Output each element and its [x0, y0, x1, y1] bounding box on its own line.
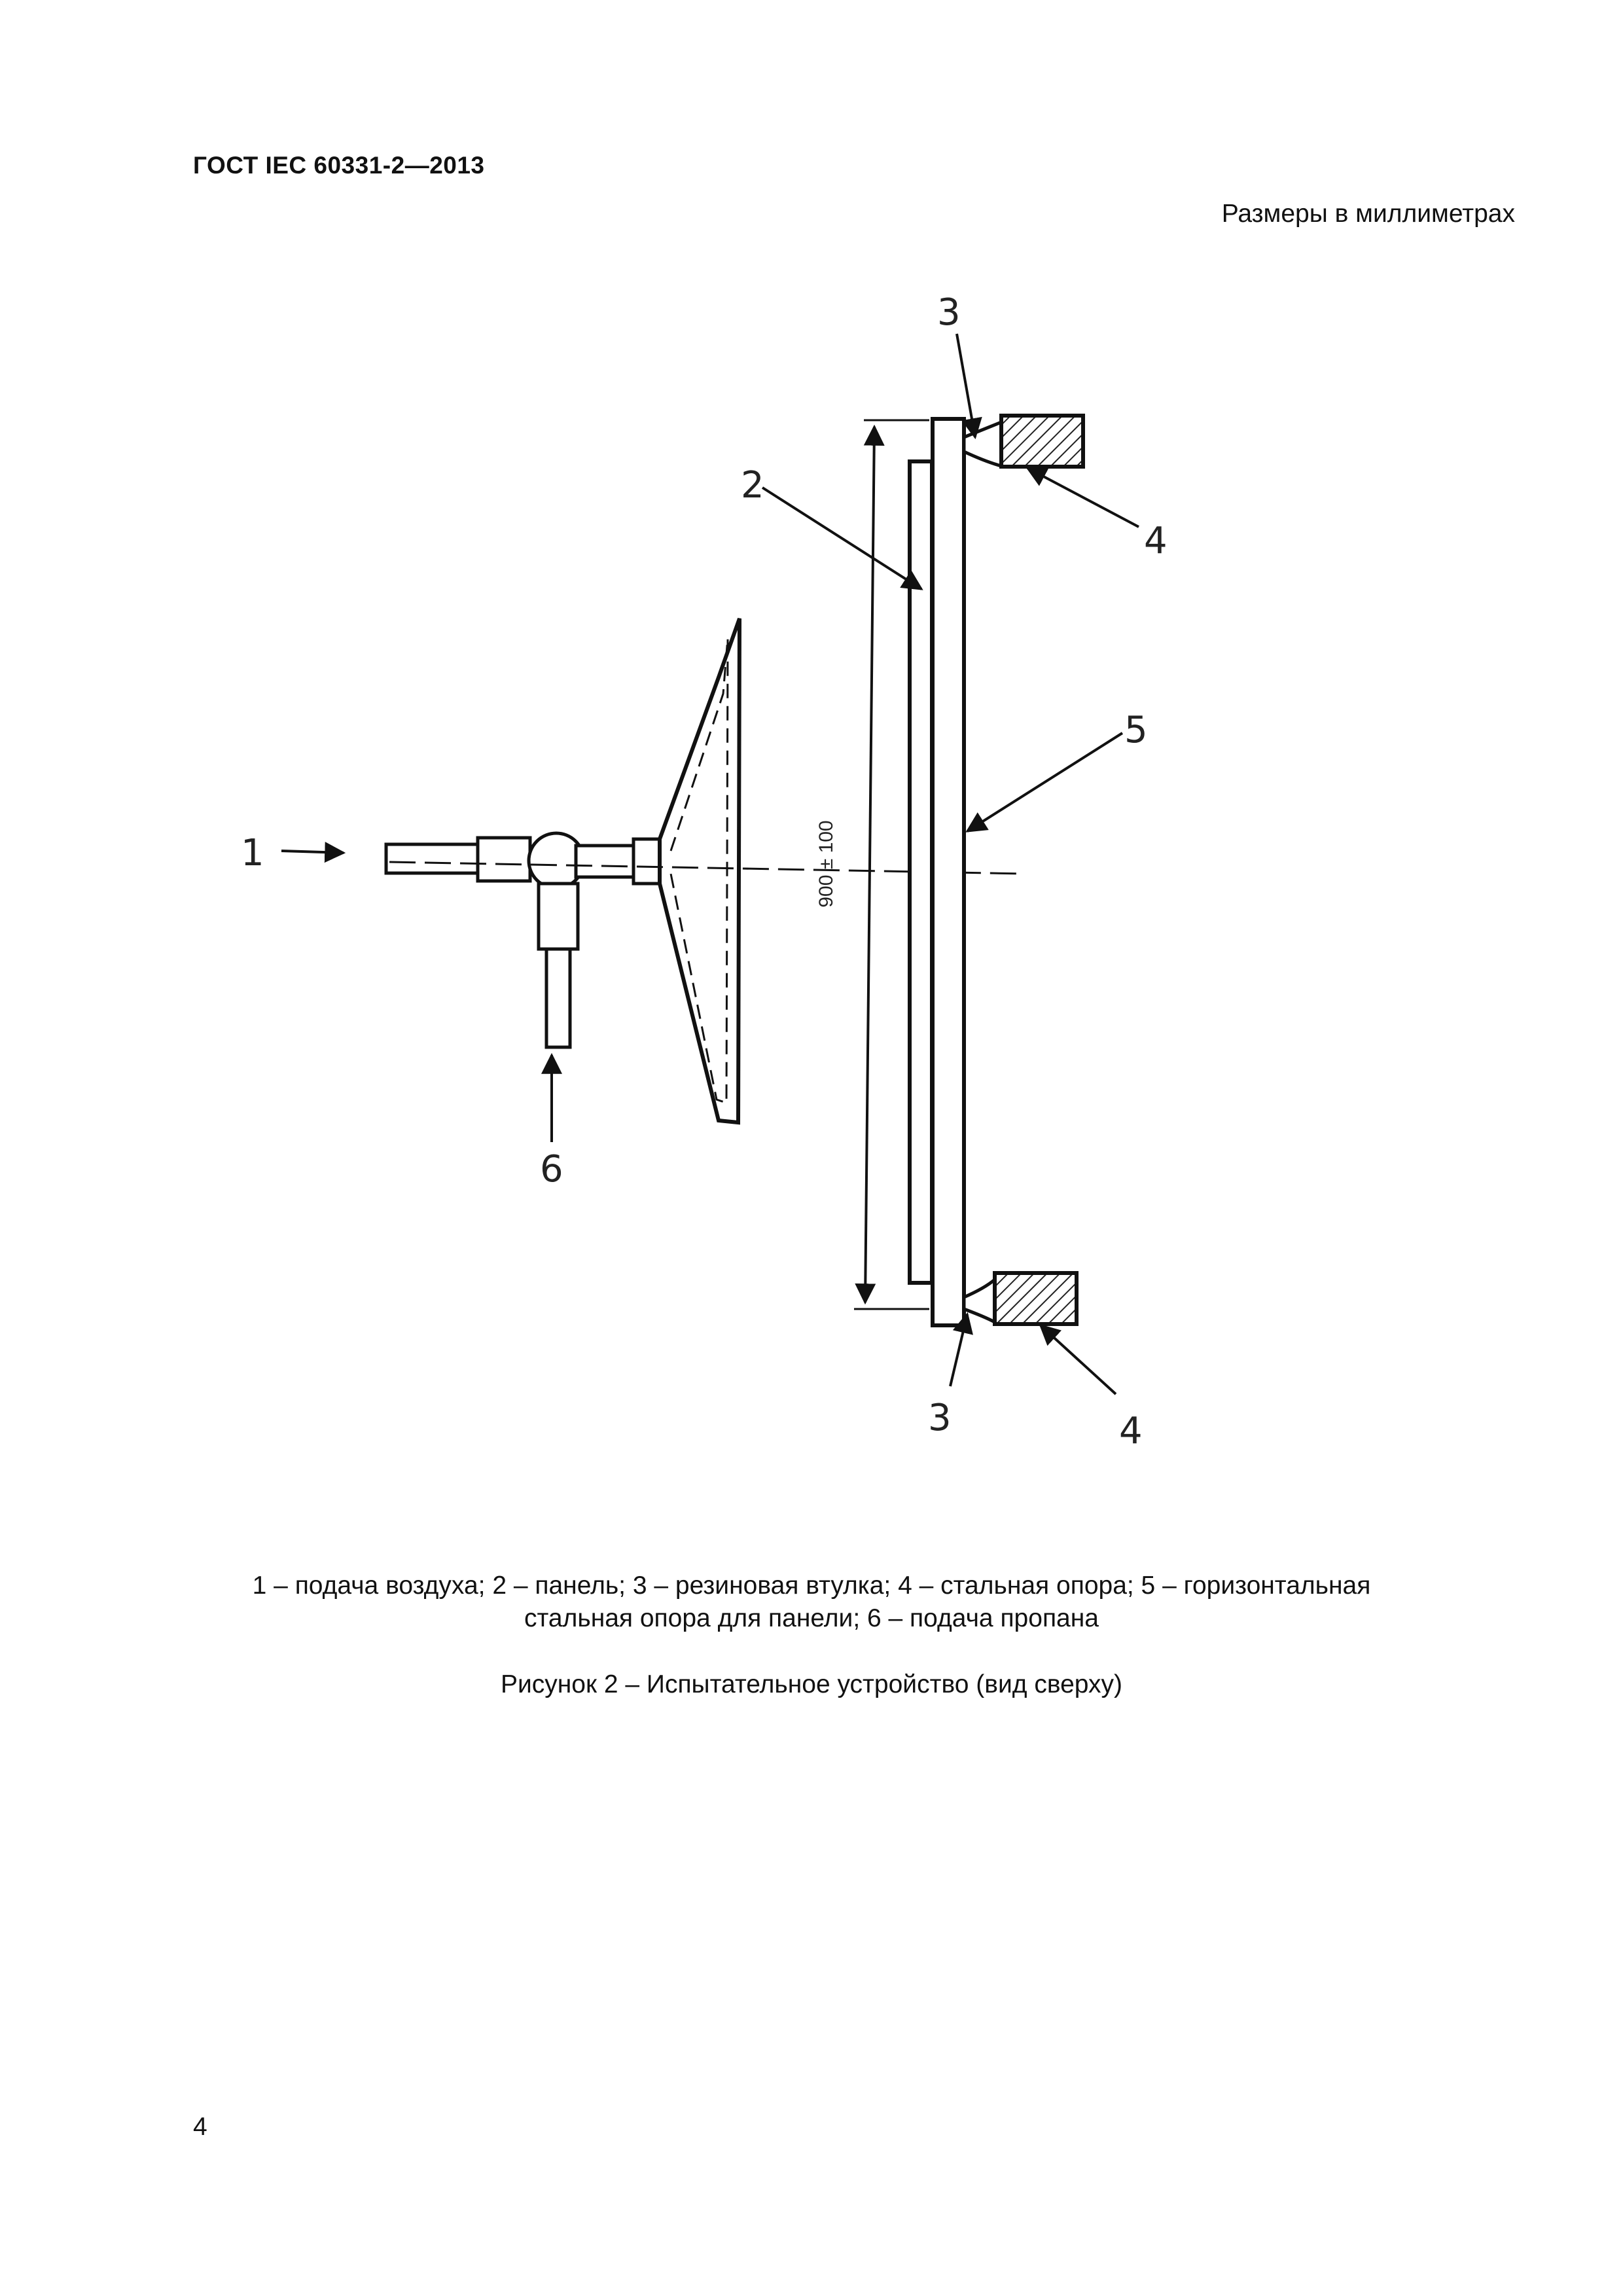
callout-6: 6	[540, 1148, 563, 1191]
legend-line-2: стальная опора для панели; 6 – подача пропана	[524, 1604, 1099, 1632]
page-number: 4	[193, 2113, 207, 2141]
document-code: ГОСТ IEC 60331-2—2013	[193, 152, 485, 179]
burner-head	[660, 619, 740, 1122]
leader-2	[762, 488, 921, 589]
leader-1	[281, 851, 344, 853]
callout-4-bottom: 4	[1119, 1410, 1143, 1452]
air-supply-pipe	[386, 833, 660, 888]
figure-drawing	[0, 249, 1623, 1525]
callout-2: 2	[741, 464, 764, 507]
top-rubber-bush	[964, 422, 1001, 466]
figure-legend	[164, 1570, 1459, 1635]
propane-supply-pipe	[539, 884, 578, 1047]
callout-1: 1	[241, 832, 264, 874]
callout-5: 5	[1124, 709, 1148, 751]
horizontal-steel-support	[933, 419, 964, 1325]
top-steel-support	[1001, 416, 1083, 467]
figure-caption: Рисунок 2 – Испытательное устройство (вид сверху)	[500, 1670, 1123, 1698]
leader-4-bottom	[1041, 1325, 1116, 1394]
callout-4-top: 4	[1144, 520, 1168, 562]
legend-line-1: 1 – подача воздуха; 2 – панель; 3 – резиновая втулка; 4 – стальная опора; 5 – горизонтальная	[252, 1571, 1371, 1600]
bottom-rubber-bush	[964, 1280, 995, 1322]
test-apparatus-figure	[0, 249, 1623, 1525]
callout-3-top: 3	[937, 291, 961, 334]
callout-3-bottom: 3	[928, 1397, 952, 1439]
bottom-steel-support	[995, 1273, 1077, 1324]
leader-4-top	[1027, 468, 1139, 527]
dimension-label: 900 ± 100	[815, 820, 837, 908]
leader-5	[967, 733, 1122, 831]
units-note: Размеры в миллиметрах	[1221, 200, 1515, 228]
